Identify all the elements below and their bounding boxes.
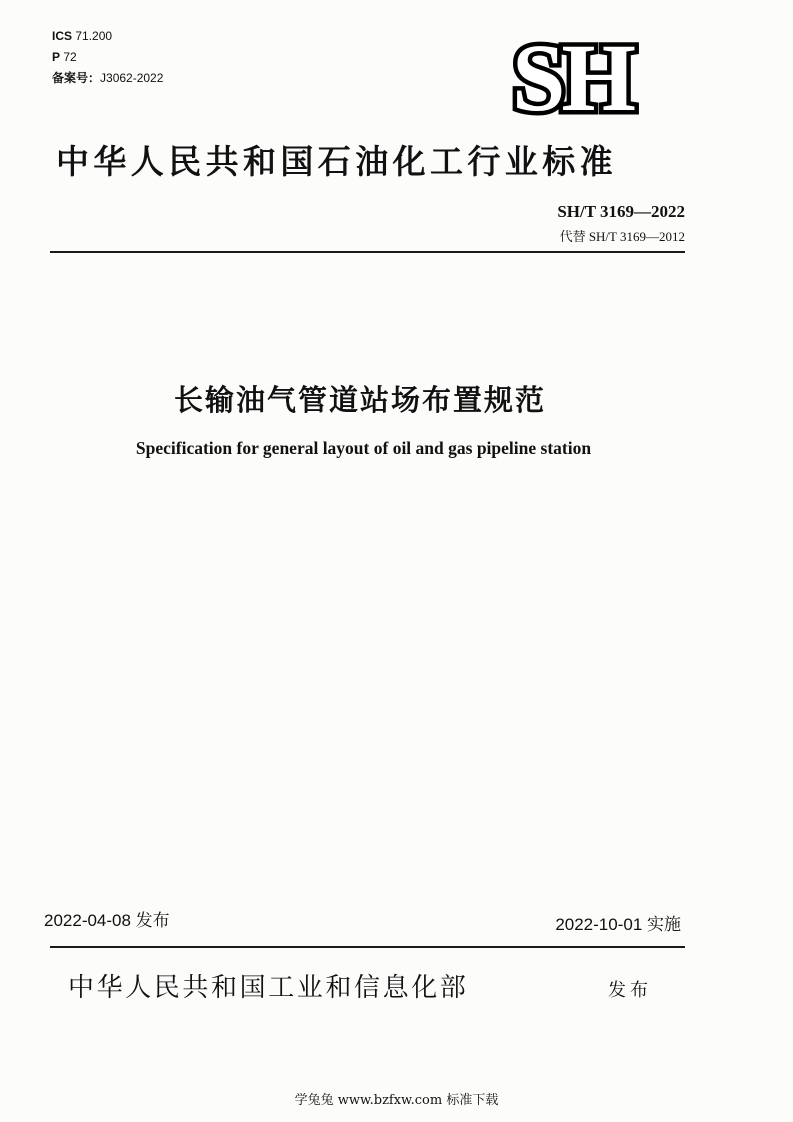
standard-number: SH/T 3169—2022 bbox=[557, 202, 685, 221]
footer-watermark: 学兔兔 www.bzfxw.com 标准下载 bbox=[294, 1093, 499, 1108]
sh-logo-text: SH bbox=[512, 36, 633, 116]
header-divider bbox=[50, 251, 685, 253]
standard-category: 中华人民共和国石油化工行业标准 bbox=[56, 142, 617, 181]
title-english: Specification for general layout of oil and gas pipeline station bbox=[135, 438, 592, 458]
replaces-standard: 代替 SH/T 3169—2012 bbox=[559, 229, 685, 244]
ics-label: ICS bbox=[52, 29, 73, 43]
title-chinese: 长输油气管道站场布置规范 bbox=[173, 383, 546, 417]
class-label: P bbox=[52, 50, 61, 64]
classification-code bbox=[52, 50, 77, 64]
issuing-authority: 中华人民共和国工业和信息化部 bbox=[68, 973, 469, 1003]
ics-code bbox=[52, 29, 112, 43]
effective-date: 2022-10-01 实施 bbox=[555, 915, 681, 934]
issuing-action: 发布 bbox=[608, 980, 652, 1001]
ics-value: 71.200 bbox=[75, 29, 113, 43]
filing-label: 备案号： bbox=[52, 71, 101, 85]
issue-date: 2022-04-08 发布 bbox=[44, 911, 170, 930]
footer-divider bbox=[50, 946, 685, 948]
filing-value: J3062-2022 bbox=[100, 71, 164, 85]
filing-number bbox=[52, 71, 163, 85]
class-value: 72 bbox=[63, 50, 77, 64]
sh-logo bbox=[508, 36, 668, 116]
